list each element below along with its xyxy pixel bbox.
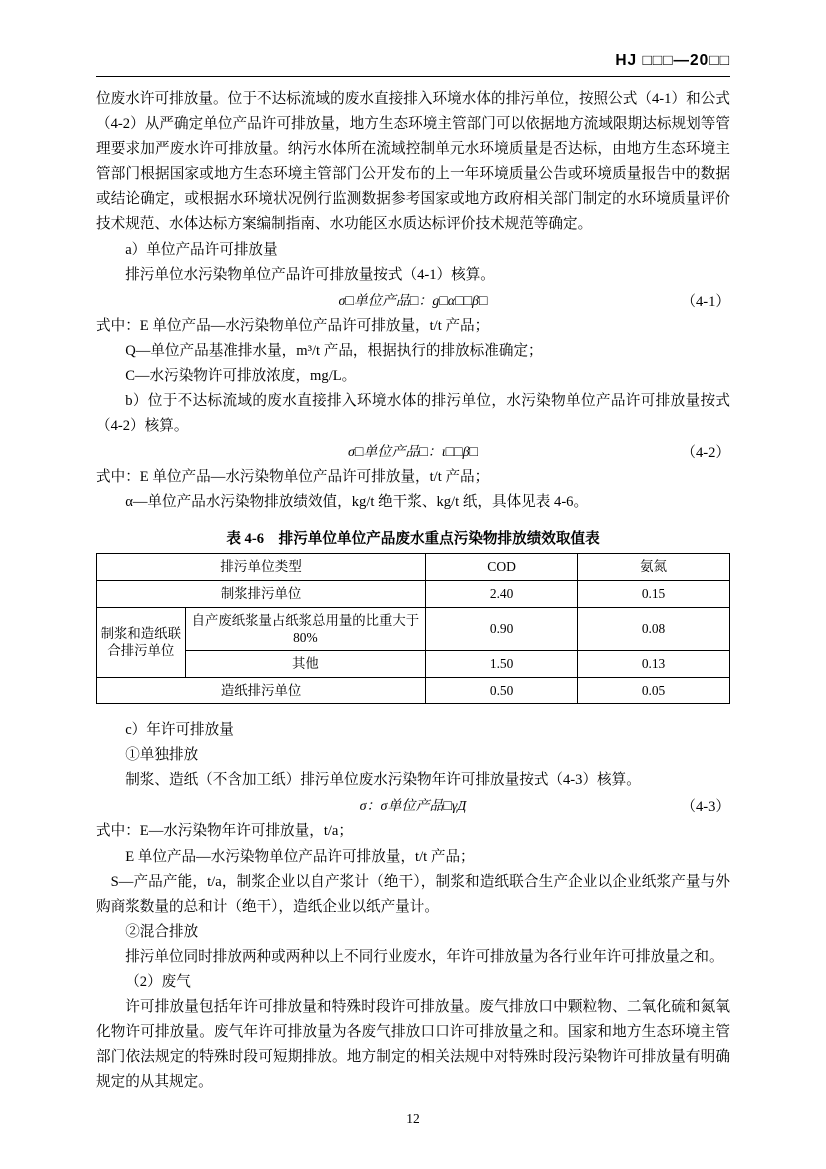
paragraph-2: 许可排放量包括年许可排放量和特殊时段许可排放量。废气排放口中颗粒物、二氧化硫和氮氧化物许可排放量。废气年许可排放量为各废气排放口口许可排放量之和。国家和地方生态环境主管部门依法规定的特殊时段可短期排放。地方制定的相关法规中对特殊时段污染物许可排放量有明确规定的从其规定。 xyxy=(96,999,730,1091)
item-c1-heading: ①单独排放 xyxy=(125,747,199,764)
cell-sub-2: 其他 xyxy=(185,651,426,677)
definition-4-2-E: 式中：E 单位产品—水污染物单位产品许可排放量，t/t 产品； xyxy=(96,469,490,486)
cell-nh-3: 0.05 xyxy=(578,677,730,703)
item-b-paragraph: b）位于不达标流域的废水直接排入环境水体的排污单位，水污染物单位产品许可排放量按式（4-2）核算。 xyxy=(96,393,730,435)
header-rule xyxy=(96,76,730,77)
formula-4-2-row xyxy=(96,441,730,463)
definition-4-3-Eunit: E 单位产品—水污染物单位产品许可排放量，t/t 产品； xyxy=(125,848,475,865)
definition-4-1-Q: Q—单位产品基准排水量，m³/t 产品，根据执行的排放标准确定； xyxy=(125,342,543,359)
paragraph-a1: 排污单位水污染物单位产品许可排放量按式（4-1）核算。 xyxy=(125,266,495,283)
formula-4-2: σ□单位产品□：ι□□β□ xyxy=(347,445,479,461)
paragraph-c1: 制浆、造纸（不含加工纸）排污单位废水污染物年许可排放量按式（4-3）核算。 xyxy=(125,772,641,789)
formula-4-3-number: （4-3） xyxy=(681,799,730,816)
definition-4-3-S: S—产品产能，t/a，制浆企业以自产浆计（绝干），制浆和造纸联合生产企业以企业纸浆产量与外购商浆数量的总和计（绝干），造纸企业以纸产量计。 xyxy=(96,873,730,915)
cell-sub-1: 自产废纸浆量占纸浆总用量的比重大于80% xyxy=(185,607,426,651)
formula-4-1: σ□单位产品□：g□α□□β□ xyxy=(338,293,488,309)
table-row xyxy=(97,607,730,651)
definition-4-1-C: C—水污染物许可排放浓度，mg/L。 xyxy=(125,367,357,384)
cell-cod-1: 0.90 xyxy=(426,607,578,651)
paragraph-c2: 排污单位同时排放两种或两种以上不同行业废水，年许可排放量为各行业年许可排放量之和。 xyxy=(125,948,724,965)
standard-code-header: HJ □□□—20□□ xyxy=(615,52,730,69)
page-content xyxy=(96,52,730,1096)
spacer xyxy=(96,704,730,718)
page-number: 12 xyxy=(406,1111,420,1126)
table-header-row xyxy=(97,554,730,581)
header-cell-nh: 氨氮 xyxy=(578,554,730,581)
emission-performance-table xyxy=(96,553,730,704)
cell-type-3: 造纸排污单位 xyxy=(97,677,426,703)
item-c2-heading: ②混合排放 xyxy=(125,923,199,940)
cell-type-0: 制浆排污单位 xyxy=(97,581,426,607)
cell-cod-2: 1.50 xyxy=(426,651,578,677)
item-2-heading: （2）废气 xyxy=(125,974,191,991)
formula-4-2-number: （4-2） xyxy=(681,445,730,462)
cell-nh-2: 0.13 xyxy=(578,651,730,677)
definition-4-1-E: 式中：E 单位产品—水污染物单位产品许可排放量，t/t 产品； xyxy=(96,317,490,334)
cell-cod-3: 0.50 xyxy=(426,677,578,703)
cell-nh-0: 0.15 xyxy=(578,581,730,607)
header-cell-cod: COD xyxy=(426,554,578,581)
cell-nh-1: 0.08 xyxy=(578,607,730,651)
formula-4-1-number: （4-1） xyxy=(681,293,730,310)
cell-type-1: 制浆和造纸联合排污单位 xyxy=(97,607,186,677)
item-c-heading: c）年许可排放量 xyxy=(125,722,234,739)
formula-4-3-row xyxy=(96,795,730,817)
formula-4-1-row xyxy=(96,290,730,312)
table-row xyxy=(97,677,730,703)
table-title: 表 4-6 排污单位单位产品废水重点污染物排放绩效取值表 xyxy=(226,531,600,548)
table-row xyxy=(97,651,730,677)
header-cell-type: 排污单位类型 xyxy=(97,554,426,581)
definition-4-2-alpha: α—单位产品水污染物排放绩效值，kg/t 绝干浆、kg/t 纸，具体见表 4-6。 xyxy=(125,494,589,511)
formula-4-3: σ：σ单位产品□γД xyxy=(359,799,467,815)
definition-4-3-E: 式中：E—水污染物年许可排放量，t/a； xyxy=(96,823,354,840)
table-row xyxy=(97,581,730,607)
cell-cod-0: 2.40 xyxy=(426,581,578,607)
item-a-heading: a）单位产品许可排放量 xyxy=(125,241,278,258)
paragraph-intro: 位废水许可排放量。位于不达标流域的废水直接排入环境水体的排污单位，按照公式（4-1）和公式（4-2）从严确定单位产品许可排放量，地方生态环境主管部门可以依据地方流域限期达标规划等管理要求加严废水许可排放量。纳污水体所在流域控制单元水环境质量是否达标，由地方生态环境主管部门根据国家或地方生态环境主管部门公开发布的上一年环境质量公告或环境质量报告中的数据或结论确定，或根据水环境状况例行监测数据参考国家或地方政府相关部门制定的水环境质量评价技术规范、水体达标方案编制指南、水功能区水质达标评价技术规范等确定。 xyxy=(96,91,730,233)
